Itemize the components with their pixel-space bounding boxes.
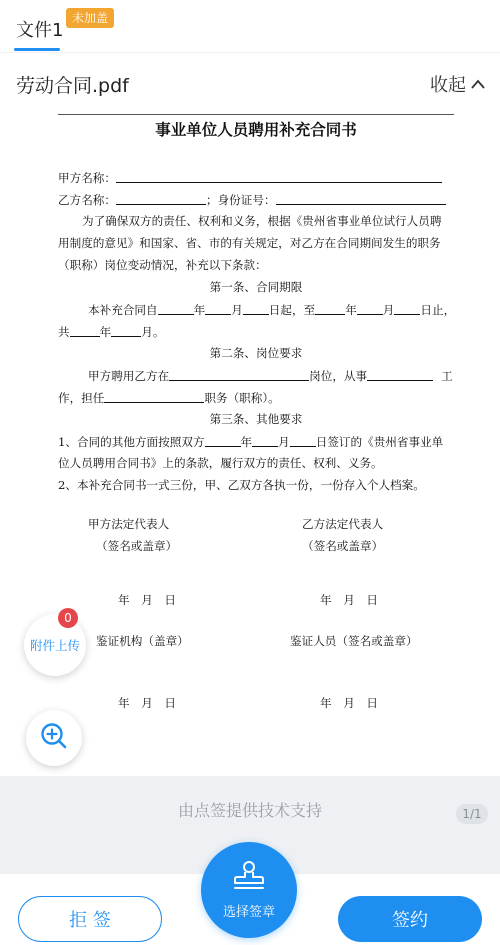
text: 岗位，从事 bbox=[309, 369, 368, 383]
article-2-title: 第二条、岗位要求 bbox=[209, 346, 303, 360]
blank-field bbox=[394, 304, 420, 315]
article-3-title: 第三条、其他要求 bbox=[209, 412, 303, 426]
stamp-icon bbox=[232, 861, 266, 901]
zoom-in-button[interactable] bbox=[26, 710, 82, 766]
attachment-upload-label: 附件上传 bbox=[29, 638, 80, 653]
blank-field bbox=[70, 326, 100, 337]
blank-field bbox=[357, 304, 383, 315]
blank-field bbox=[111, 326, 141, 337]
blank-field bbox=[243, 304, 269, 315]
text: 月。 bbox=[141, 325, 165, 339]
article-3-line-1 bbox=[58, 436, 443, 449]
reject-label: 拒 签 bbox=[69, 910, 111, 931]
text: 月 bbox=[278, 435, 290, 449]
unstamped-badge: 未加盖 bbox=[66, 8, 114, 28]
sign-button[interactable] bbox=[338, 896, 482, 942]
document-viewer[interactable] bbox=[0, 110, 500, 776]
party-a-line bbox=[58, 172, 442, 185]
article-2-line-1 bbox=[88, 370, 453, 383]
notary-person: 鉴证人员（签名或盖章） bbox=[290, 634, 418, 648]
party-a-label: 甲方名称： bbox=[58, 171, 116, 185]
intro-line-2: 用制度的意见》和国家、省、市的有关规定，对乙方在合同期间发生的职务 bbox=[58, 236, 441, 250]
text: 甲方聘用乙方在 bbox=[88, 369, 170, 383]
article-3-line-3: 2、本补充合同书一式三份，甲、乙双方各执一份，一份存入个人档案。 bbox=[58, 478, 425, 492]
text: 共 bbox=[58, 325, 70, 339]
blank-field bbox=[158, 304, 194, 315]
tab-file-1[interactable]: 文件1 bbox=[16, 20, 64, 41]
blank-field bbox=[367, 370, 433, 381]
text: 月 bbox=[382, 303, 395, 317]
collapse-label: 收起 bbox=[430, 75, 466, 96]
select-seal-label: 选择签章 bbox=[222, 904, 275, 920]
document-title: 事业单位人员聘用补充合同书 bbox=[155, 120, 357, 139]
file-name: 劳动合同.pdf bbox=[16, 75, 129, 97]
text: 日起，至 bbox=[268, 303, 316, 317]
blank-field bbox=[116, 194, 206, 205]
blank-field bbox=[104, 392, 204, 403]
party-b-representative: 乙方法定代表人 bbox=[302, 517, 384, 531]
party-b-line bbox=[58, 194, 446, 207]
date-d: 年 月 日 bbox=[320, 696, 378, 710]
sign-hint-b: （签名或盖章） bbox=[302, 539, 384, 553]
article-1-title: 第一条、合同期限 bbox=[209, 280, 303, 294]
attachment-upload-button[interactable] bbox=[24, 614, 86, 676]
intro-line-3: （职称）岗位变动情况，补充以下条款： bbox=[58, 258, 267, 272]
article-1-line-2 bbox=[58, 326, 164, 339]
text: 1、合同的其他方面按照双方 bbox=[58, 435, 205, 449]
attachment-count-badge: 0 bbox=[58, 608, 78, 628]
sign-label: 签约 bbox=[392, 910, 428, 931]
text: 本补充合同自 bbox=[88, 303, 158, 317]
blank-field bbox=[276, 194, 446, 205]
blank-field bbox=[205, 436, 241, 447]
text: 职务（职称）。 bbox=[204, 391, 280, 405]
date-c: 年 月 日 bbox=[118, 696, 176, 710]
text: 年 bbox=[345, 303, 357, 317]
collapse-button[interactable] bbox=[430, 71, 486, 97]
blank-field bbox=[315, 304, 345, 315]
text: 作，担任 bbox=[58, 391, 105, 405]
zoom-in-icon bbox=[39, 721, 69, 755]
date-a: 年 月 日 bbox=[118, 593, 176, 607]
party-a-representative: 甲方法定代表人 bbox=[88, 517, 170, 531]
select-seal-button[interactable] bbox=[201, 842, 297, 938]
document-top-rule bbox=[58, 114, 454, 115]
sign-hint-a: （签名或盖章） bbox=[96, 539, 178, 553]
date-b: 年 月 日 bbox=[320, 593, 378, 607]
blank-field bbox=[252, 436, 278, 447]
id-number-label: ；身份证号： bbox=[205, 193, 276, 207]
text: 日签订的《贵州省事业单 bbox=[315, 435, 444, 449]
text: 年 bbox=[99, 325, 112, 339]
text: 日止， bbox=[420, 303, 456, 317]
chevron-up-icon bbox=[470, 78, 486, 90]
file-header bbox=[0, 52, 500, 110]
blank-field bbox=[116, 172, 442, 183]
party-b-label: 乙方名称： bbox=[58, 193, 116, 207]
article-3-line-2: 位人员聘用合同书》上的条款，履行双方的责任、权利、义务。 bbox=[58, 456, 383, 470]
article-1-line-1 bbox=[88, 304, 455, 317]
article-2-line-2 bbox=[58, 392, 280, 405]
text: 年 bbox=[240, 435, 253, 449]
text: 工 bbox=[441, 369, 453, 383]
blank-field bbox=[290, 436, 316, 447]
support-text: 由点签提供技术支持 bbox=[177, 801, 322, 820]
page-indicator: 1/1 bbox=[456, 804, 488, 824]
notary-organization: 鉴证机构（盖章） bbox=[96, 634, 189, 648]
active-tab-indicator bbox=[14, 48, 60, 51]
intro-line-1: 为了确保双方的责任、权利和义务，根据《贵州省事业单位试行人员聘 bbox=[82, 214, 442, 228]
text: 月 bbox=[231, 303, 243, 317]
blank-field bbox=[205, 304, 231, 315]
top-tab-bar bbox=[0, 0, 500, 52]
blank-field bbox=[169, 370, 309, 381]
reject-button[interactable] bbox=[18, 896, 162, 942]
text: 年 bbox=[193, 303, 206, 317]
